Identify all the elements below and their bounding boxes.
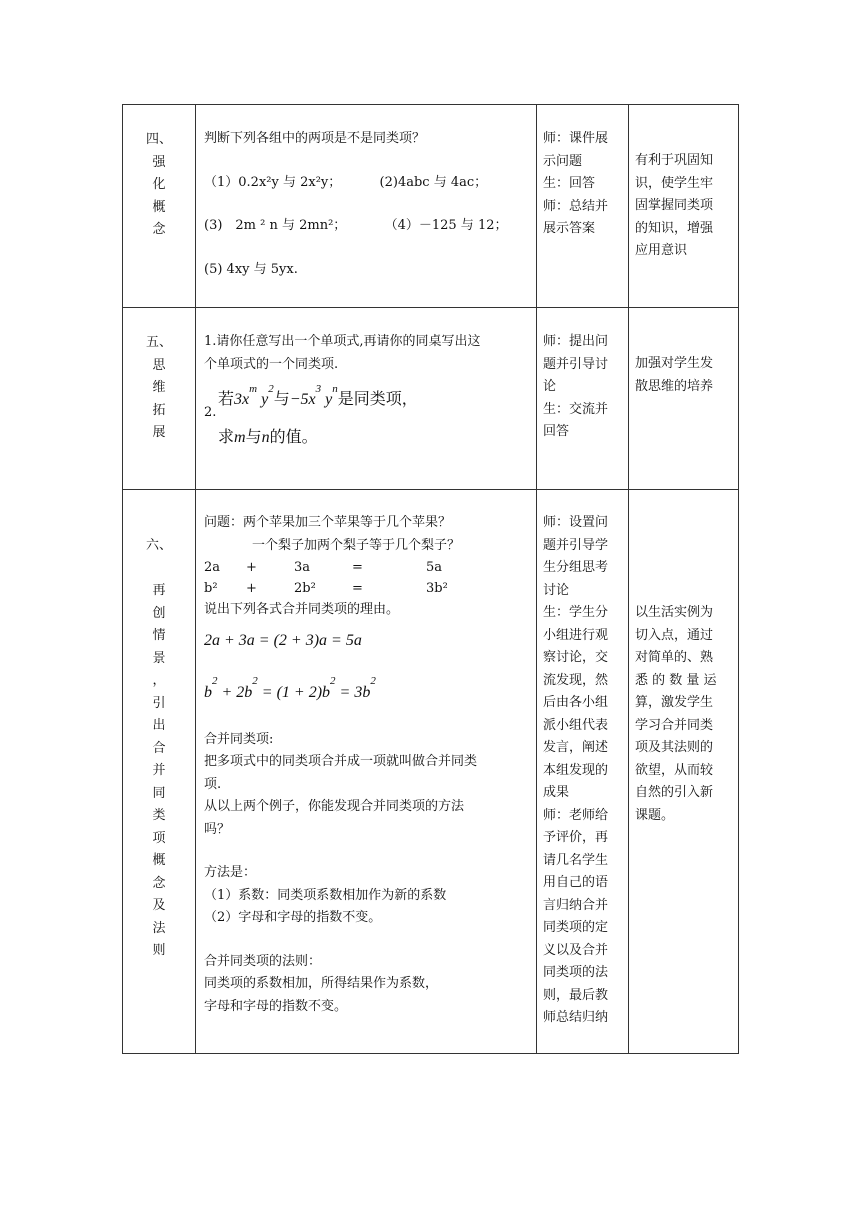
content-cell: 1.请你任意写出一个单项式,再请你的同桌写出这 个单项式的一个同类项. 2. 若$3x^m$ $y^2$与$-5x^3$ $y^n$是同类项， 求m与n的值。: [196, 308, 537, 490]
stage-cell: 五、 思 维 拓 展: [123, 308, 196, 490]
formula-1: 2a + 3a = (2 + 3)a = 5a: [204, 631, 362, 649]
teaching-activity-cell: 师：课件展 示问题 生：回答 师：总结并 展示答案: [537, 105, 629, 308]
question-intro: 判断下列各组中的两项是不是同类项？: [204, 131, 426, 146]
stage-cell: 六、 再 创 情 景 ， 引 出 合 并 同 类 项 概 念 及 法 则: [123, 490, 196, 1054]
example-equation-1: 2a + 3a = 5a: [204, 560, 443, 575]
content-cell: [196, 105, 537, 308]
content-cell: 问题：两个苹果加三个苹果等于几个苹果？ 一个梨子加两个梨子等于几个梨子？ 2a + 3a = 5a b² + 2b² = 3b² 说出下列各式合并同类项的理由。 2a + 3a = (2 + 3)a = 5a $b^2 + 2b^2 = (1 + 2)b^2 = 3b^2$ 合并同类项: 把多项式中的同类项合并成一项就叫做合并同类 项. 从以上两个例子，你能发现合并同类项的方法 吗？ 方法是： （1）系数：同类项系数相加作为新的系数 （2）字母和字母的指数不变。 合并同类项的法则： 同类项的系数相加，所得结果作为系数， 字母和字母的指数不变。: [196, 490, 537, 1054]
design-intent-cell: 加强对学生发 散思维的培养: [629, 308, 739, 490]
design-intent-cell: 以生活实例为 切入点，通过 对简单的、熟 悉 的 数 量 运 算，激发学生 学习合并同类 项及其法则的 欲望，从而较 自然的引入新 课题。: [629, 490, 739, 1054]
math-question-2: 2. 若$3x^m$ $y^2$与$-5x^3$ $y^n$是同类项，: [204, 382, 418, 420]
teaching-activity-cell: 师：提出问 题并引导讨 论 生：交流并 回答: [537, 308, 629, 490]
lesson-plan-table: [122, 104, 739, 1054]
example-equation-2: b² + 2b² = 3b²: [204, 581, 448, 596]
question-items-3: (5) 4xy 与 5yx.: [204, 261, 298, 277]
question-items-1: （1）0.2x²y 与 2x²y； (2)4abc 与 4ac；: [204, 174, 488, 190]
table-row: [123, 105, 739, 308]
question-items-2: (3) 2m ² n 与 2mn²； （4）－125 与 12；: [204, 218, 508, 233]
teaching-activity-cell: 师：设置问 题并引导学 生分组思考 讨论 生：学生分 小组进行观 察讨论，交 流发现，然 后由各小组 派小组代表 发言，阐述 本组发现的 成果 师：老师给 予评价，再 请几名学生 用自己的语 言归纳合并 同类项的定 义以及合并 同类项的法 则，最后教 师总结归纳: [537, 490, 629, 1054]
table-row: [123, 308, 739, 490]
stage-cell: 四、 强 化 概 念: [123, 105, 196, 308]
formula-2: $b^2 + 2b^2 = (1 + 2)b^2 = 3b^2$: [204, 674, 376, 701]
design-intent-cell: 有利于巩固知 识，使学生牢 固掌握同类项 的知识，增强 应用意识: [629, 105, 739, 308]
table-row: [123, 490, 739, 1054]
